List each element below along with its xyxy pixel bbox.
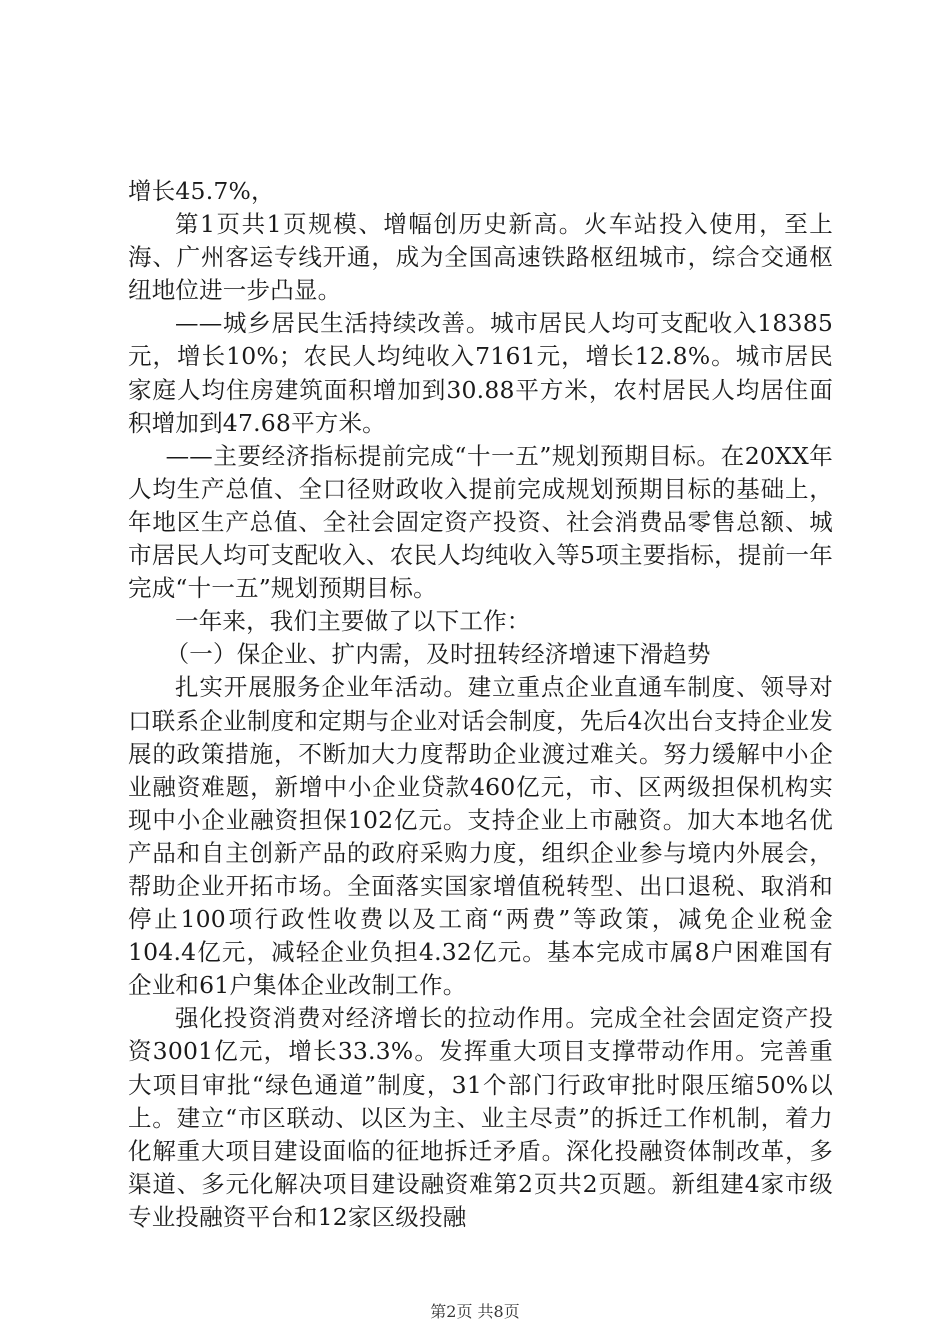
paragraph-enterprise-service: 扎实开展服务企业年活动。建立重点企业直通车制度、领导对口联系企业制度和定期与企业对话会制度，先后4次出台支持企业发展的政策措施，不断加大力度帮助企业渡过难关。努力缓解中小企业融资难题，新增中小企业贷款460亿元，市、区两级担保机构实现中小企业融资担保102亿元。支持企业上市融资。加大本地名优产品和自主创新产品的政府采购力度，组织企业参与境内外展会，帮助企业开拓市场。全面落实国家增值税转型、出口退税、取消和停止100项行政性收费以及工商“两费”等政策，减免企业税金104.4亿元，减轻企业负担4.32亿元。基本完成市属8户困难国有企业和61户集体企业改制工作。 [128, 673, 833, 1000]
paragraph-work-intro: 一年来，我们主要做了以下工作： [175, 607, 531, 636]
paragraph-growth-fragment: 增长45.7%， [128, 177, 275, 205]
section-heading-1: （一）保企业、扩内需，及时扭转经济增速下滑趋势 [165, 640, 711, 669]
paragraph-transport-hub: 第1页共1页规模、增幅创历史新高。火车站投入使用，至上海、广州客运专线开通，成为全国高速铁路枢纽城市，综合交通枢纽地位进一步凸显。 [128, 210, 833, 305]
paragraph-living-standards: ——城乡居民生活持续改善。城市居民人均可支配收入18385元，增长10%；农民人均纯收入7161元，增长12.8%。城市居民家庭人均住房建筑面积增加到30.88平方米，农村居民人均居住面积增加到47.68平方米。 [128, 309, 833, 437]
paragraph-economic-targets: ——主要经济指标提前完成“十一五”规划预期目标。在20XX年人均生产总值、全口径财政收入提前完成规划预期目标的基础上，年地区生产总值、全社会固定资产投资、社会消费品零售总额、城市居民人均可支配收入、农民人均纯收入等5项主要指标，提前一年完成“十一五”规划预期目标。 [128, 441, 833, 603]
paragraph-investment-consumption: 强化投资消费对经济增长的拉动作用。完成全社会固定资产投资3001亿元，增长33.3%。发挥重大项目支撑带动作用。完善重大项目审批“绿色通道”制度，31个部门行政审批时限压缩50%以上。建立“市区联动、以区为主、业主尽责”的拆迁工作机制，着力化解重大项目建设面临的征地拆迁矛盾。深化投融资体制改革，多渠道、多元化解决项目建设融资难第2页共2页题。新组建4家市级专业投融资平台和12家区级投融 [128, 1004, 833, 1231]
page-footer: 第2页 共8页 [430, 1302, 520, 1321]
document-body [128, 175, 833, 1234]
